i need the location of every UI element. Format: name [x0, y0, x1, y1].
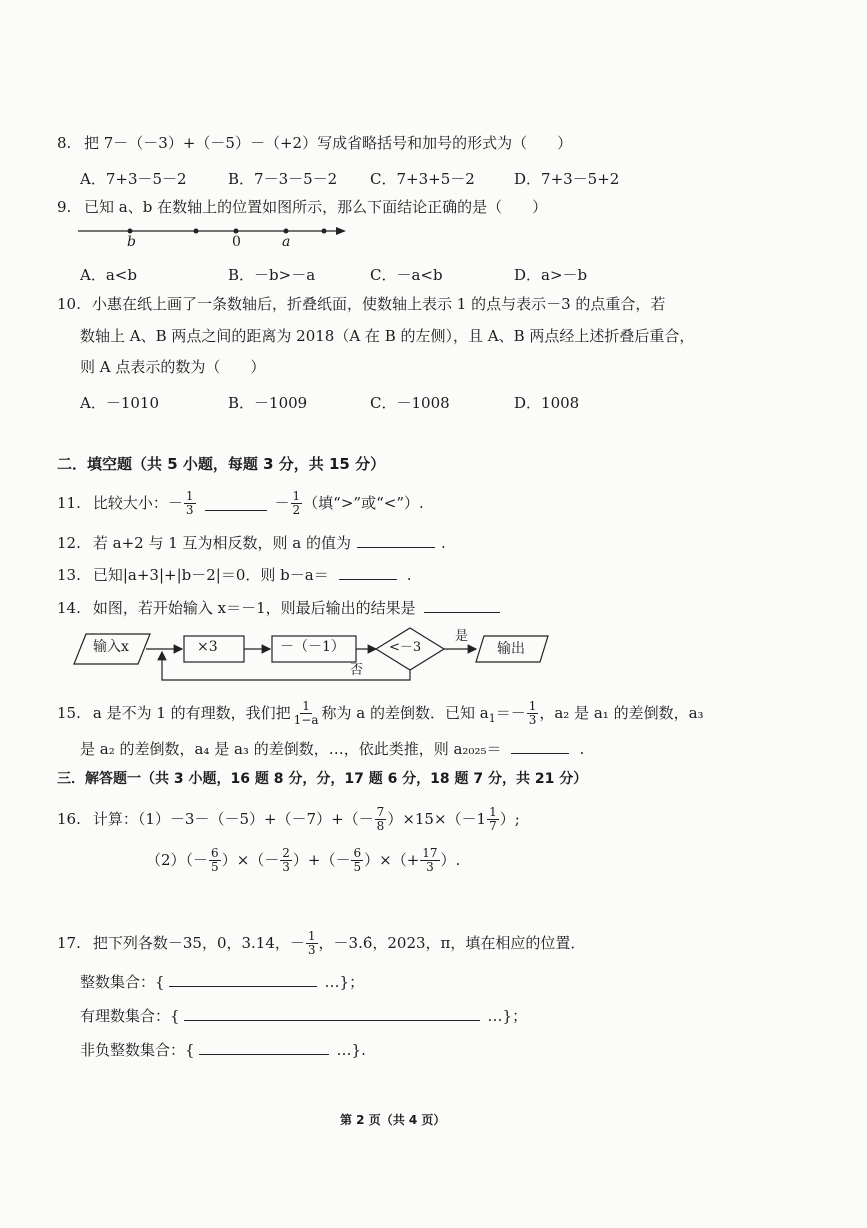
q17-rational-set-blank[interactable] [184, 1006, 480, 1021]
q14-answer-blank[interactable] [424, 598, 500, 613]
q12-answer-blank[interactable] [357, 533, 435, 548]
q16-part2-c: ）+（－ [292, 850, 351, 869]
q10-line-1: 小惠在纸上画了一条数轴后，折叠纸面，使数轴上表示 1 的点与表示－3 的点重合，若 [92, 295, 666, 313]
q17-integer-set-label: 整数集合：{ [80, 973, 165, 991]
q10-line-3: 则 A 点表示的数为（ ） [80, 358, 266, 376]
q15-fraction-2: $\frac{1}{3}$ [528, 699, 537, 727]
q14-row [57, 598, 500, 616]
q15-end: . [579, 740, 585, 758]
q16-part1-c: ）; [499, 809, 520, 828]
q14-number: 14. [57, 599, 81, 617]
q17-nonneg-integer-set-label: 非负整数集合：{ [80, 1041, 195, 1059]
section-3-heading: 三．解答题一（共 3 小题，16 题 8 分，分，17 题 6 分，18 题 7 分，共 21 分） [57, 771, 588, 787]
q17-integer-set-end: …}； [324, 973, 365, 991]
q10-option-b: B．－1009 [228, 394, 308, 412]
q17-rational-set-label: 有理数集合：{ [80, 1007, 180, 1025]
q15-subscript-1: 1 [488, 711, 496, 725]
q15-row-2 [80, 739, 584, 757]
q10-option-a: A．－1010 [80, 394, 160, 412]
q14-flowchart [70, 622, 560, 688]
q16-part2-fraction-3: $\frac{6}{5}$ [353, 846, 362, 874]
flow-input-label: 输入x [93, 639, 129, 655]
section-2-heading: 二．填空题（共 5 小题，每题 3 分，共 15 分） [57, 455, 386, 473]
q13-number: 13. [57, 566, 81, 584]
q8-option-a: A．7+3－5－2 [80, 170, 187, 188]
q11-minus: － [274, 493, 290, 512]
q15-number: 15. [57, 703, 81, 722]
q11-fraction-1: $\frac{1}{3}$ [185, 489, 194, 517]
q9-axis-zero: 0 [232, 234, 241, 250]
q8-text: 把 7－（－3）+（－5）－（+2）写成省略括号和加号的形式为（ ） [84, 134, 573, 152]
q15-answer-blank[interactable] [511, 739, 569, 754]
q11-row [57, 490, 424, 516]
q11-fraction-2: $\frac{1}{2}$ [292, 489, 301, 517]
q11-suffix: （填“>”或“<”）. [303, 493, 424, 512]
q9-number-line [74, 222, 354, 252]
q12-text: 若 a+2 与 1 互为相反数，则 a 的值为 [92, 534, 352, 552]
q10-line-2: 数轴上 A、B 两点之间的距离为 2018（A 在 B 的左侧），且 A、B 两点经上述折叠后重合， [80, 327, 695, 345]
q15-text-3: ＝－ [495, 703, 526, 722]
page-footer: 第 2 页（共 4 页） [340, 1113, 446, 1127]
q16-part2-a: （2）（－ [146, 850, 209, 869]
q16-part2-b: ）×（－ [221, 850, 280, 869]
q12-number: 12. [57, 534, 81, 552]
q8-option-c: C．7+3+5－2 [370, 170, 475, 188]
q17-rational-set [80, 1006, 527, 1024]
q15-fraction-1: $\frac{1}{1-a}$ [293, 699, 319, 727]
flow-output-label: 输出 [497, 641, 525, 657]
q11-prefix: 比较大小：－ [92, 493, 183, 512]
q13-text: 已知|a+3|+|b－2|＝0．则 b－a＝ [92, 566, 329, 584]
q15-text-2: 称为 a 的差倒数．已知 a [321, 703, 489, 722]
q9-option-b: B．－b>－a [228, 266, 316, 284]
q16-part1-a: 计算：（1）－3－（－5）+（－7）+（－ [92, 809, 374, 828]
q8-option-b: B．7－3－5－2 [228, 170, 338, 188]
q17-nonneg-integer-set-end: …}. [336, 1041, 366, 1059]
q13-row [57, 565, 411, 583]
q9-text: 已知 a、b 在数轴上的位置如图所示，那么下面结论正确的是（ ） [84, 198, 548, 216]
q13-answer-blank[interactable] [339, 565, 397, 580]
q10-option-c: C．－1008 [370, 394, 450, 412]
q16-row-2 [146, 847, 460, 873]
q16-row-1 [57, 806, 520, 832]
q16-part2-d: ）×（+ [364, 850, 420, 869]
flow-times3-label: ×3 [197, 639, 218, 655]
q17-integer-set-blank[interactable] [169, 972, 317, 987]
q17-nonneg-integer-set-blank[interactable] [199, 1040, 329, 1055]
q9-axis-b: b [127, 234, 136, 250]
q12-row [57, 533, 446, 551]
q17-text-2: ，－3.6̇，2023，π，填在相应的位置． [318, 933, 586, 952]
q9-option-a: A．a<b [80, 266, 137, 284]
q16-part2-fraction-1: $\frac{6}{5}$ [211, 846, 219, 874]
q17-integer-set [80, 972, 364, 990]
q9-axis-a: a [282, 234, 291, 250]
flow-minus-label: －（－1） [280, 639, 345, 655]
q17-nonneg-integer-set [80, 1040, 366, 1058]
flow-no-label: 否 [350, 663, 364, 678]
q11-answer-blank[interactable] [205, 496, 267, 511]
q17-text-1: 把下列各数－35，0，3.14，－ [92, 933, 305, 952]
q17-row [57, 930, 585, 956]
q16-part2-fraction-4: $\frac{17}{3}$ [422, 846, 438, 874]
q15-row-1 [57, 700, 704, 726]
q10-number: 10. [57, 295, 81, 313]
q8-option-d: D．7+3－5+2 [514, 170, 620, 188]
q9-option-c: C．－a<b [370, 266, 443, 284]
q16-part2-fraction-2: $\frac{2}{3}$ [282, 846, 290, 874]
q12-end: . [441, 534, 446, 552]
q16-part2-e: ）. [440, 850, 461, 869]
q9-number: 9. [57, 198, 72, 216]
q11-number: 11. [57, 493, 81, 512]
flow-yes-label: 是 [455, 629, 469, 644]
q15-text-1: a 是不为 1 的有理数，我们把 [92, 703, 291, 722]
q17-rational-set-end: …}； [487, 1007, 528, 1025]
q16-part1-b: ）×15×（－1 [387, 809, 487, 828]
q15-line-2: 是 a₂ 的差倒数，a₄ 是 a₃ 的差倒数，…，依此类推，则 a₂₀₂₅＝ [80, 740, 502, 758]
q13-end: . [406, 566, 412, 584]
q8-number: 8. [57, 134, 72, 152]
q17-number: 17. [57, 933, 81, 952]
q16-number: 16. [57, 809, 81, 828]
q16-part1-mixed-fraction: $\frac{1}{7}$ [489, 805, 497, 833]
q17-fraction: $\frac{1}{3}$ [307, 929, 316, 957]
q16-part1-fraction: $\frac{7}{8}$ [376, 805, 385, 833]
flow-condition-label: <－3 [389, 640, 422, 655]
q10-option-d: D．1008 [514, 394, 580, 412]
q9-option-d: D．a>－b [514, 266, 588, 284]
q14-text: 如图，若开始输入 x＝－1，则最后输出的结果是 [92, 599, 416, 617]
q15-text-4: ，a₂ 是 a₁ 的差倒数，a₃ [539, 703, 704, 722]
